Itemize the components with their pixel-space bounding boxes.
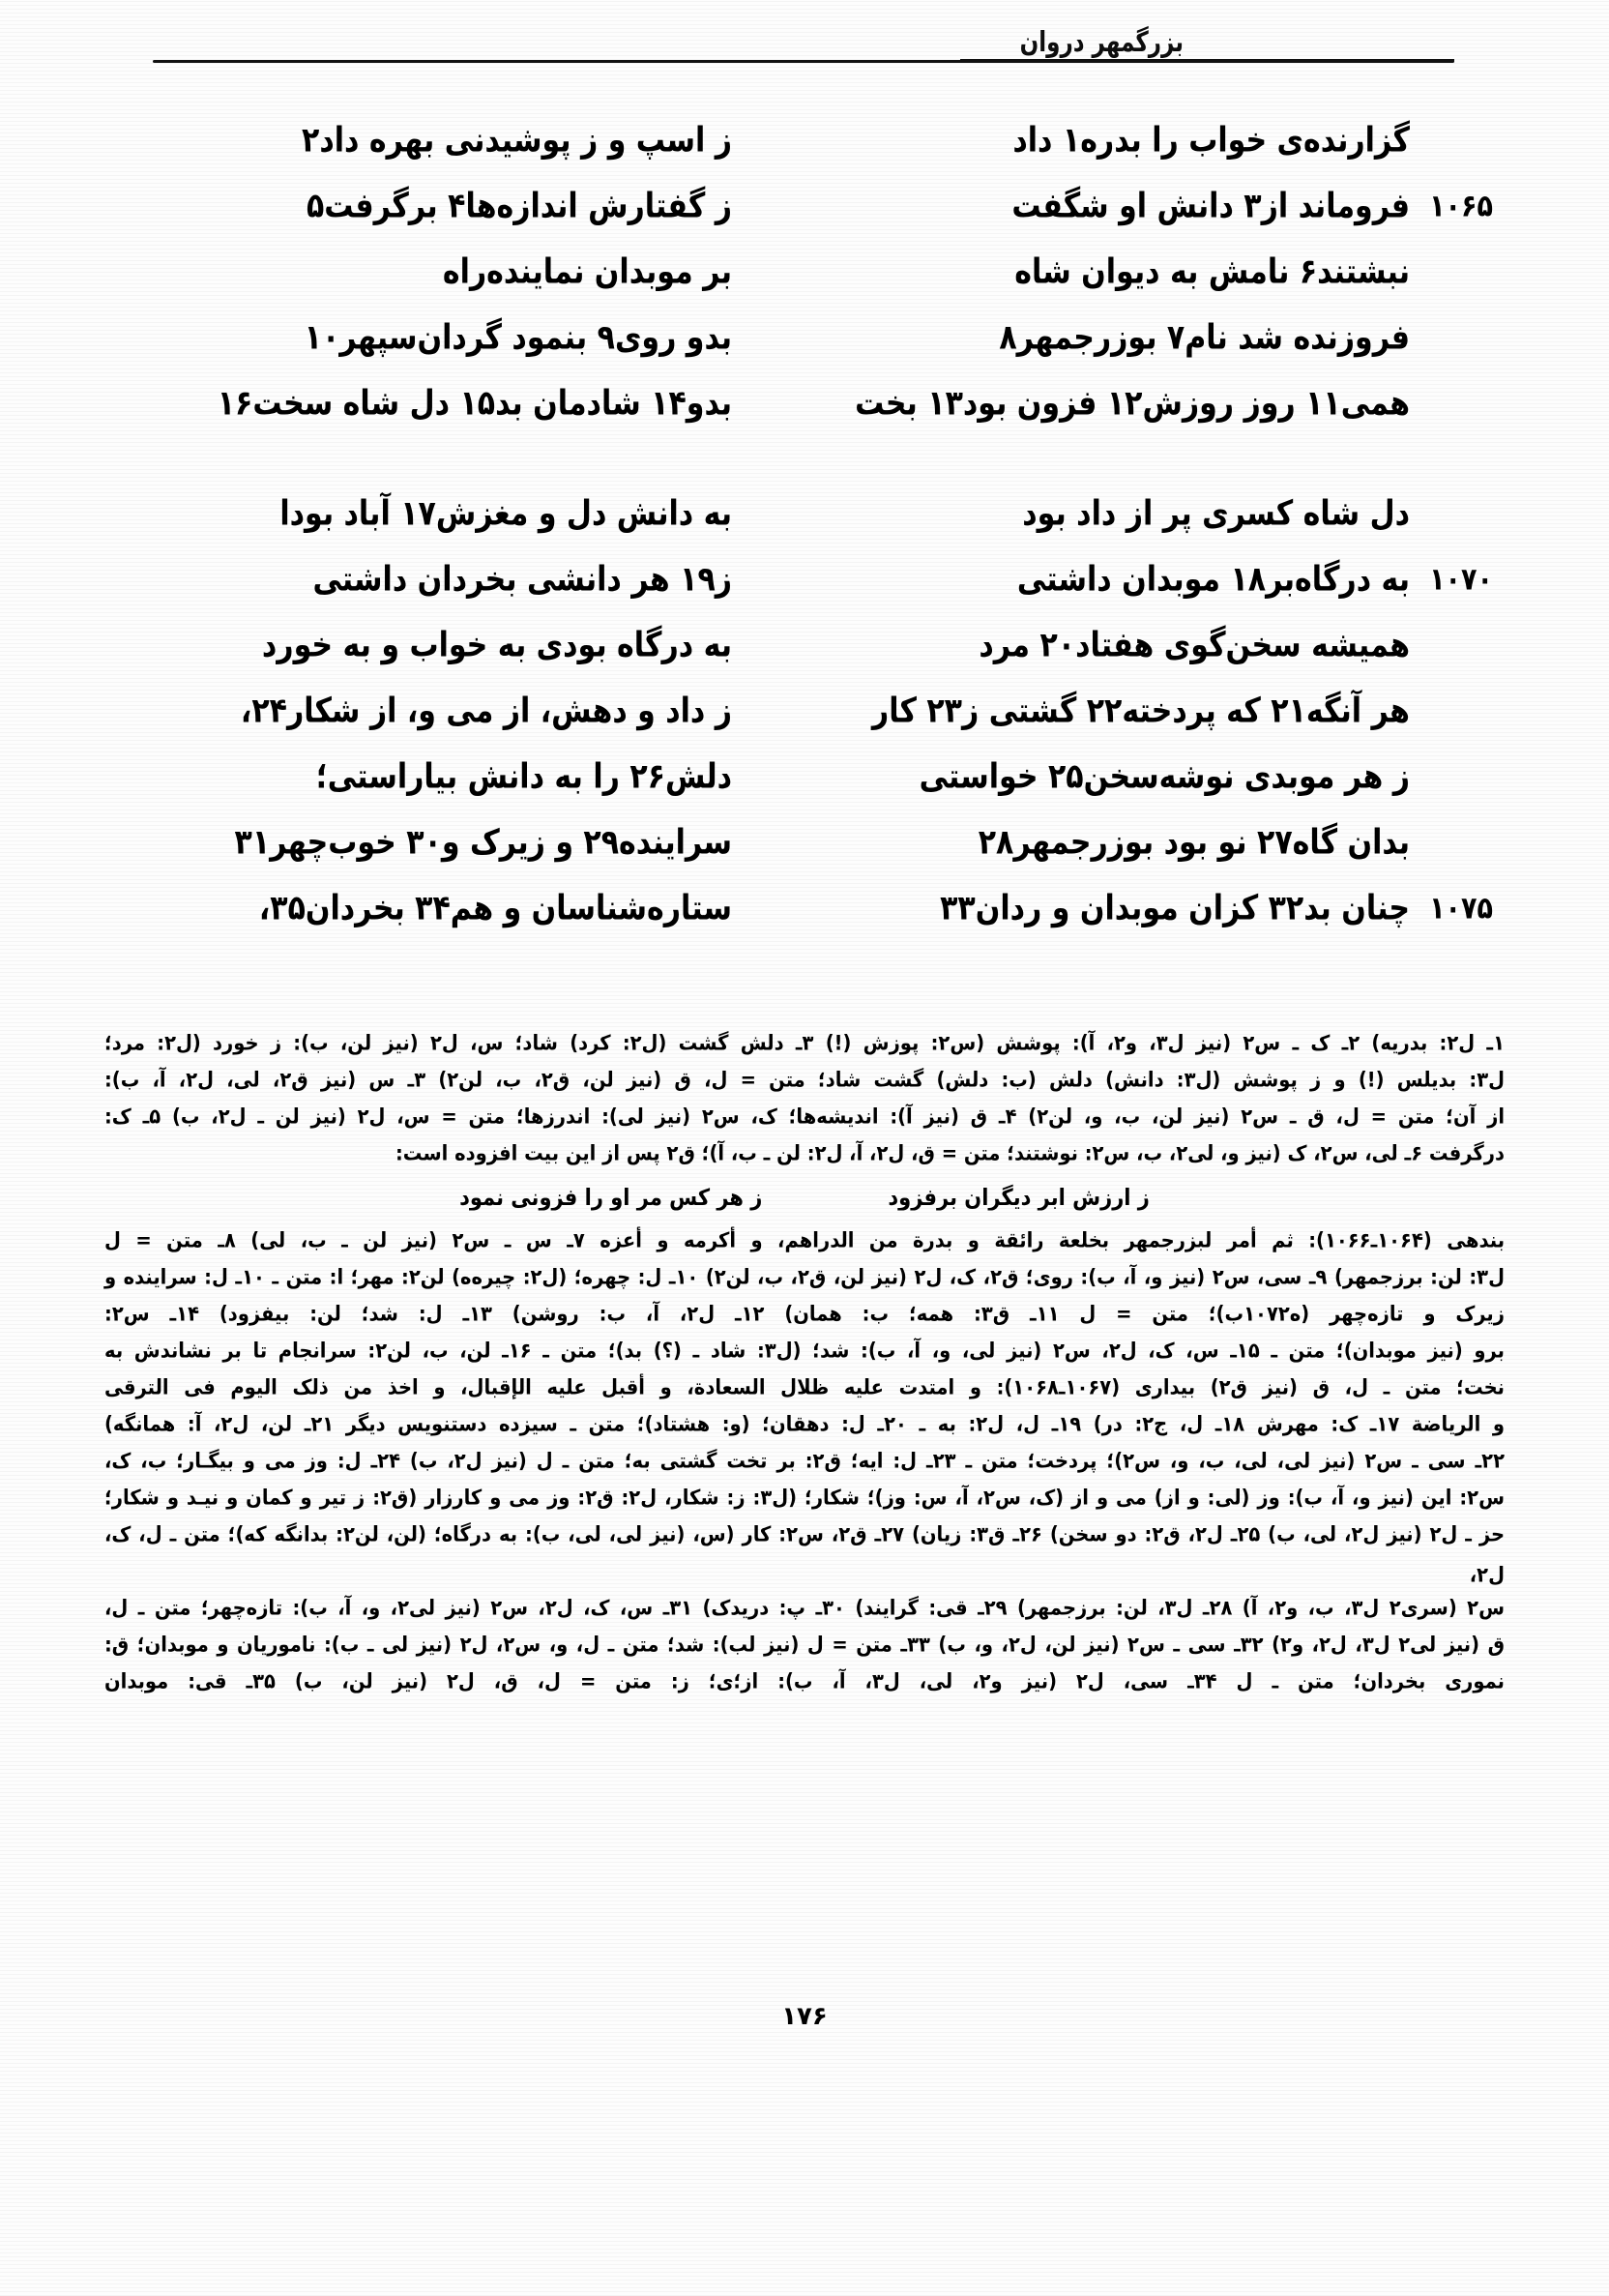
- apparatus-line: ق (نیز لی۲ ل۳، ل۲، و۲) ۳۲ـ سی ـ س۲ (نیز لن، ل۲، و، ب) ۳۳ـ متن = ل (نیز لب): شد؛ متن ـ ل، و، س۲، ل۲ (نیز لی ـ ب): ناموریان و موبدان؛ ق:: [104, 1632, 1505, 1657]
- hemistich-left: بدو روی۹ بنمود گردان‌سپهر۱۰: [304, 317, 733, 359]
- hemistich-right: [749, 682, 1493, 741]
- stanza-2: [116, 489, 1493, 938]
- hemistich-text: نبشتند۶ نامش به دیوان شاه: [1014, 251, 1410, 293]
- apparatus-line: حز ـ ل۲ (نیز ل۲، لی، ب) ۲۵ـ ل۲، ق۲: دو سخن) ۲۶ـ ق۳: زیان) ۲۷ـ ق۲، س۲: کار (س، (نیز لی، لی، ب): به درگاه؛ (لن، لن۲: بدانگه که)؛ متن ـ ل، ک، ل۲،: [104, 1521, 1506, 1587]
- apparatus-line: از آن؛ متن = ل، ق ـ س۲ (نیز لن، ب، و، لن۲) ۴ـ ق (نیز آ): اندیشه‌ها؛ ک، س۲ (نیز لی): اندرزها؛ متن = س، ل۲ (نیز لن ـ ل۲، ب) ۵ـ ک:: [104, 1104, 1506, 1129]
- couplet: [116, 752, 1493, 807]
- apparatus-line: ۲۲ـ سی ـ س۲ (نیز لی، لی، ب، و، س۲)؛ پردخت؛ متن ـ ۲۳ـ ل: ایه؛ ق۲: بر تخت گشتی به؛ متن ـ ل (نیز ل۲، ب) ۲۴ـ ل: وز می و بیگـار؛ ب، ک،: [104, 1448, 1505, 1473]
- inset-hemistich-right: ز ارزش ابر دیگران برفزود: [888, 1184, 1150, 1211]
- stanza-1: [116, 116, 1493, 433]
- apparatus-line: و الریاضة ۱۷ـ ک: مهرش ۱۸ـ ل، ج۲: در) ۱۹ـ ل، ل۲: به ـ ۲۰ـ ل: دهقان؛ (و: هشتاد)؛ متن ـ سیزده دستنویس دیگر ۲۱ـ لن، ل۲، آ: همانگه): [104, 1411, 1505, 1436]
- hemistich-text: همیشه سخن‌گوی هفتاد۲۰ مرد: [979, 625, 1410, 666]
- couplet: [116, 248, 1493, 302]
- hemistich-right: [749, 309, 1493, 368]
- apparatus-line: بندهی (۱۰۶۴ـ۱۰۶۶): ثم أمر لبزرجمهر بخلعة رائقة و بدرة من الدراهم، و أکرمه و أعزه ۷ـ س ـ س۲ (نیز لن ـ ب، لی) ۸ـ متن = ل: [104, 1227, 1506, 1252]
- apparatus-line: نموری بخردان؛ متن ـ ل ۳۴ـ سی، ل۲ (نیز و۲، لی، ل۳، آ، ب): از؛ی؛ ز: متن = ل، ق، ل۲ (نیز لن، ب) ۳۵ـ قی: موبدان: [104, 1668, 1506, 1693]
- couplet: [116, 555, 1493, 609]
- hemistich-text: فروماند از۳ دانش او شگفت: [1011, 186, 1410, 227]
- hemistich-left: به دانش دل و مغزش۱۷ آباد بودا: [279, 493, 733, 535]
- couplet: [116, 489, 1493, 544]
- verse-number: ۱۰۷۵: [1429, 891, 1493, 927]
- hemistich-left: ستاره‌شناسان و هم۳۴ بخردان۳۵،: [258, 888, 733, 929]
- critical-apparatus: [104, 1023, 1505, 1702]
- hemistich-right: [749, 813, 1493, 872]
- apparatus-inset-verse: [104, 1173, 1505, 1221]
- hemistich-right: [749, 177, 1493, 236]
- hemistich-text: ز هر موبدی نوشه‌سخن۲۵ خواستی: [919, 756, 1410, 798]
- hemistich-left: ز داد و دهش، از می و، از شکار۲۴،: [240, 691, 733, 732]
- hemistich-left: ز اسپ و ز پوشیدنی بهره داد۲: [302, 120, 733, 162]
- hemistich-text: گزارنده‌ی خواب را بدره‌۱ داد: [1012, 120, 1410, 162]
- couplet: [116, 313, 1493, 368]
- couplet: [116, 182, 1493, 236]
- header-rule: [153, 60, 1454, 63]
- apparatus-block-one: [104, 1023, 1505, 1170]
- hemistich-text: به درگاه‌بر۱۸ موبدان داشتی: [1016, 559, 1410, 601]
- apparatus-line: ل۳: لن: برزجمهر) ۹ـ سی، س۲ (نیز و، آ، ب): روی؛ ق۲، ک، ل۲ (نیز لن، ق۲، ب، لن۲) ۱۰ـ ل: چهره؛ (ل۲: چیره‌ه) لن۲: مهر؛ ا: متن ـ ۱۰ـ ل: سراینده و: [104, 1264, 1505, 1289]
- hemistich-text: هر آنگه۲۱ که پردخته۲۲ گشتی ز۲۳ کار: [871, 691, 1410, 732]
- couplet: [116, 116, 1493, 170]
- verse-area: [116, 116, 1493, 994]
- couplet: [116, 884, 1493, 938]
- running-head-title: بزرگمهر دروان: [1019, 27, 1184, 59]
- couplet: [116, 621, 1493, 675]
- hemistich-right: [749, 485, 1493, 544]
- apparatus-line: س۲: این (نیز و، آ، ب): وز (لی: و از) می و از (ک، س۲، آ، س: وز)؛ شکار؛ (ل۳: ز: شکار، ل۲: ق۲: وز می و کارزار (ق۲: ز تیر و کمان و نیـد و شکار؛: [104, 1485, 1505, 1510]
- hemistich-left: بر موبدان نماینده‌راه: [442, 251, 733, 293]
- hemistich-text: چنان بد۳۲ کزان موبدان و ردان۳۳: [940, 888, 1410, 929]
- hemistich-left: ز گفتارش اندازه‌ها۴ برگرفت۵: [306, 186, 733, 227]
- apparatus-line: درگرفت ۶ـ لی، س۲، ک (نیز و، لی۲، ب، س۲: نوشتند؛ متن = ق، ل۲، آ، ل۲: لن ـ ب، آ)؛ ق۲ پس از این بیت افزوده است:: [395, 1140, 1505, 1165]
- hemistich-right: [749, 111, 1493, 170]
- apparatus-line: ل۳: بدیلس (!) و ز پوشش (ل۳: دانش) دلش (ب: دلش) گشت شاد؛ متن = ل، ق (نیز لن، ق۲، ب، لن۲) ۳ـ س (نیز ق۲، لی، ل۲، آ، ب):: [104, 1067, 1506, 1092]
- hemistich-left: ز۱۹ هر دانشی بخردان داشتی: [312, 559, 733, 601]
- verse-number: ۱۰۶۵: [1429, 189, 1493, 224]
- apparatus-line: زیرک و تازه‌چهر (ه۱۰۷۲ب)؛ متن = ل ۱۱ـ ق۳: همه؛ ب: همان) ۱۲ـ ل۲، آ، ب: روشن) ۱۳ـ ل: شد؛ لن: بیفزود) ۱۴ـ س۲:: [104, 1301, 1505, 1326]
- couplet: [116, 687, 1493, 741]
- hemistich-left: به درگاه بودی به خواب و به خورد: [261, 625, 733, 666]
- hemistich-right: [749, 879, 1493, 938]
- inset-hemistich-left: ز هر کس مر او را فزونی نمود: [459, 1184, 763, 1211]
- apparatus-line: ۱ـ ل۲: بدریه) ۲ـ ک ـ س۲ (نیز ل۳، و۲، آ): پوشش (س۲: پوزش (!) ۳ـ دلش گشت (ل۲: کرد) شاد؛ س، ل۲ (نیز لن، ب): ز خورد (ل۲: مرد؛: [104, 1030, 1505, 1055]
- hemistich-left: بدو۱۴ شادمان بد۱۵ دل شاه سخت۱۶: [217, 383, 733, 425]
- couplet: [116, 818, 1493, 872]
- couplet: [116, 379, 1493, 433]
- hemistich-text: فروزنده شد نام۷ بوزرجمهر۸: [999, 317, 1410, 359]
- hemistich-right: [749, 243, 1493, 302]
- hemistich-left: دلش۲۶ را به دانش بیاراستی؛: [315, 756, 733, 798]
- apparatus-block-two: [104, 1221, 1505, 1698]
- hemistich-text: بدان گاه۲۷ نو بود بوزرجمهر۲۸: [978, 822, 1410, 864]
- hemistich-text: دل شاه کسری پر از داد بود: [1022, 493, 1410, 535]
- hemistich-right: [749, 550, 1493, 609]
- hemistich-left: سراینده۲۹ و زیرک و۳۰ خوب‌چهر۳۱: [234, 822, 733, 864]
- hemistich-right: [749, 374, 1493, 433]
- apparatus-line: س۲ (سری۲ ل۳، ب، و۲، آ) ۲۸ـ ل۳، لن: برزجمهر) ۲۹ـ قی: گرایند) ۳۰ـ پ: دریدک) ۳۱ـ س، ک، ل۲، س۲ (نیز لی۲، و، آ، ب): تازه‌چهر؛ متن ـ ل،: [104, 1595, 1505, 1620]
- hemistich-right: [749, 616, 1493, 675]
- hemistich-text: همی۱۱ روز روزش۱۲ فزون بود۱۳ بخت: [855, 383, 1410, 425]
- apparatus-line: نخت؛ متن ـ ل، ق (نیز ق۲) بیداری (۱۰۶۷ـ۱۰۶۸): و امتدت علیه ظلال السعادة، و أقبل علیه الإقبال، و اخذ من ذلک الیوم فی الترقی: [104, 1374, 1505, 1399]
- apparatus-line: برو (نیز موبدان)؛ متن ـ ۱۵ـ س، ک، ل۲، س۲ (نیز لی، و، آ، ب): شد؛ (ل۳: شاد ـ (؟) بد)؛ متن ـ ۱۶ـ لن، ب، لن۲: سرانجام تا بر نشاندش به: [104, 1338, 1505, 1363]
- verse-number: ۱۰۷۰: [1429, 562, 1493, 598]
- page-number: ۱۷۶: [781, 2002, 828, 2031]
- hemistich-right: [749, 748, 1493, 807]
